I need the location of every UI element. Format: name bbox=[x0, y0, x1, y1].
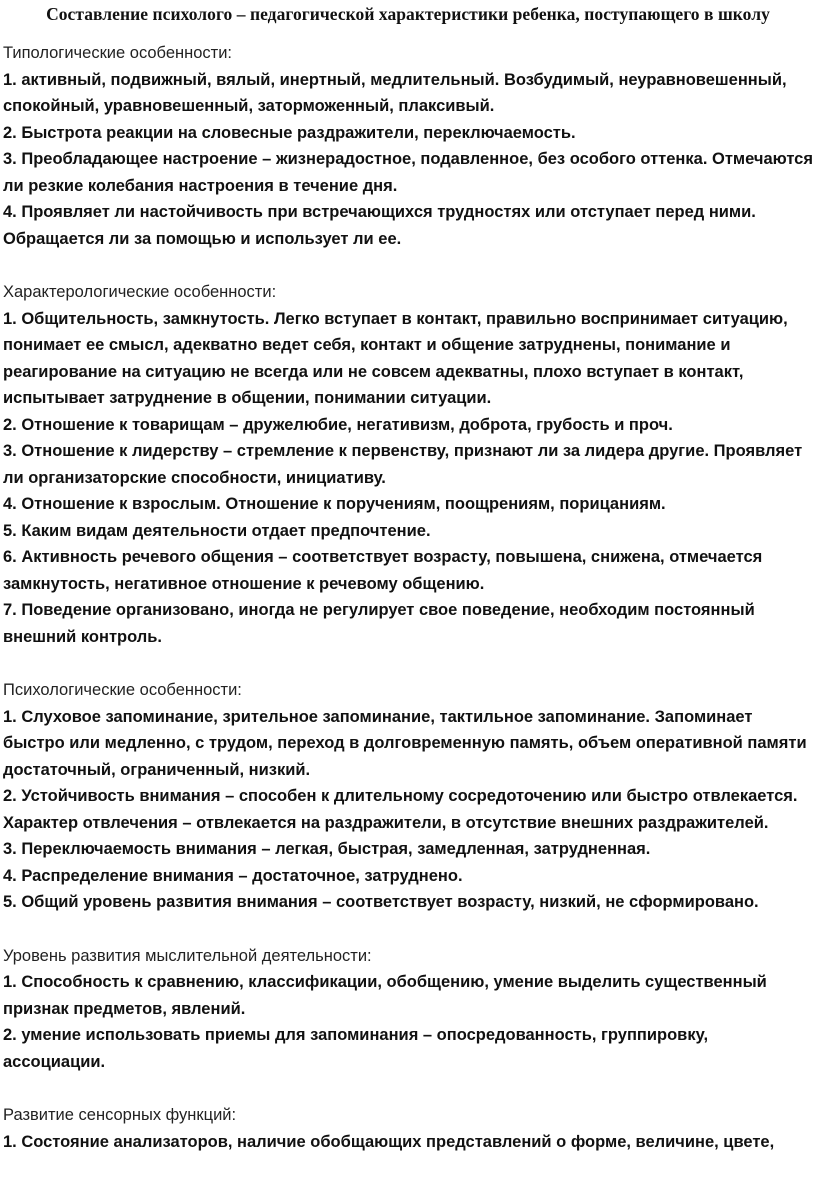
section-heading: Характерологические особенности: bbox=[3, 283, 277, 301]
list-item: 2. умение использовать приемы для запоминания – опосредованность, группировку, ассоциации. bbox=[3, 1026, 709, 1071]
section-thinking bbox=[3, 943, 816, 1076]
section-heading: Уровень развития мыслительной деятельности: bbox=[3, 946, 372, 965]
list-item: 7. Поведение организовано, иногда не регулирует свое поведение, необходим постоянный внешний контроль. bbox=[3, 601, 755, 646]
section-heading: Развитие сенсорных функций: bbox=[3, 1106, 237, 1124]
section-heading: Психологические особенности: bbox=[3, 681, 242, 699]
list-item: 4. Распределение внимания – достаточное, затруднено. bbox=[3, 866, 463, 885]
document-title: Составление психолого – педагогической характеристики ребенка, поступающего в школу bbox=[46, 4, 770, 24]
list-item: 2. Отношение к товарищам – дружелюбие, негативизм, доброта, грубость и проч. bbox=[3, 415, 673, 434]
list-item: 3. Преобладающее настроение – жизнерадостное, подавленное, без особого оттенка. Отмечаются ли резкие колебания настроения в течение дня. bbox=[3, 150, 813, 195]
section-sensory bbox=[3, 1102, 816, 1155]
section-typological bbox=[3, 40, 816, 252]
list-item: 2. Быстрота реакции на словесные раздражители, переключаемость. bbox=[3, 123, 576, 142]
list-item: 1. Состояние анализаторов, наличие обобщающих представлений о форме, величине, цвете, bbox=[3, 1132, 775, 1151]
list-item: 1. Общительность, замкнутость. Легко вступает в контакт, правильно воспринимает ситуацию, понимает ее смысл, адекватно ведет себя, контакт и общение затруднены, понимание и реагирование на ситуацию не всегда или не совсем адекватны, плохо вступает в контакт, испытывает затруднение в общении, понимании ситуации. bbox=[3, 309, 788, 407]
list-item: 4. Отношение к взрослым. Отношение к поручениям, поощрениям, порицаниям. bbox=[3, 495, 666, 513]
list-item: 1. Слуховое запоминание, зрительное запоминание, тактильное запоминание. Запоминает быстро или медленно, с трудом, переход в долговременную память, объем оперативной памяти достаточный, ограниченный, низкий. bbox=[3, 707, 807, 779]
list-item: 3. Переключаемость внимания – легкая, быстрая, замедленная, затрудненная. bbox=[3, 840, 651, 858]
section-psychological bbox=[3, 677, 816, 916]
list-item: 1. Способность к сравнению, классификации, обобщению, умение выделить существенный признак предметов, явлений. bbox=[3, 973, 767, 1018]
list-item: 3. Отношение к лидерству – стремление к первенству, признают ли за лидера другие. Проявляет ли организаторские способности, инициативу. bbox=[3, 442, 803, 487]
section-characterological bbox=[3, 279, 816, 650]
list-item: 6. Активность речевого общения – соответствует возрасту, повышена, снижена, отмечается замкнутость, негативное отношение к речевому общению. bbox=[3, 548, 763, 593]
list-item: 4. Проявляет ли настойчивость при встречающихся трудностях или отступает перед ними. Обращается ли за помощью и использует ли ее. bbox=[3, 203, 756, 248]
section-heading: Типологические особенности: bbox=[3, 44, 233, 62]
list-item: 5. Общий уровень развития внимания – соответствует возрасту, низкий, не сформировано. bbox=[3, 893, 759, 911]
list-item: 2. Устойчивость внимания – способен к длительному сосредоточению или быстро отвлекается. Характер отвлечения – отвлекается на раздражители, в отсутствие внешних раздражителей. bbox=[3, 787, 798, 832]
list-item: 5. Каким видам деятельности отдает предпочтение. bbox=[3, 521, 431, 540]
list-item: 1. активный, подвижный, вялый, инертный, медлительный. Возбудимый, неуравновешенный, спокойный, уравновешенный, заторможенный, плаксивый. bbox=[3, 70, 787, 115]
